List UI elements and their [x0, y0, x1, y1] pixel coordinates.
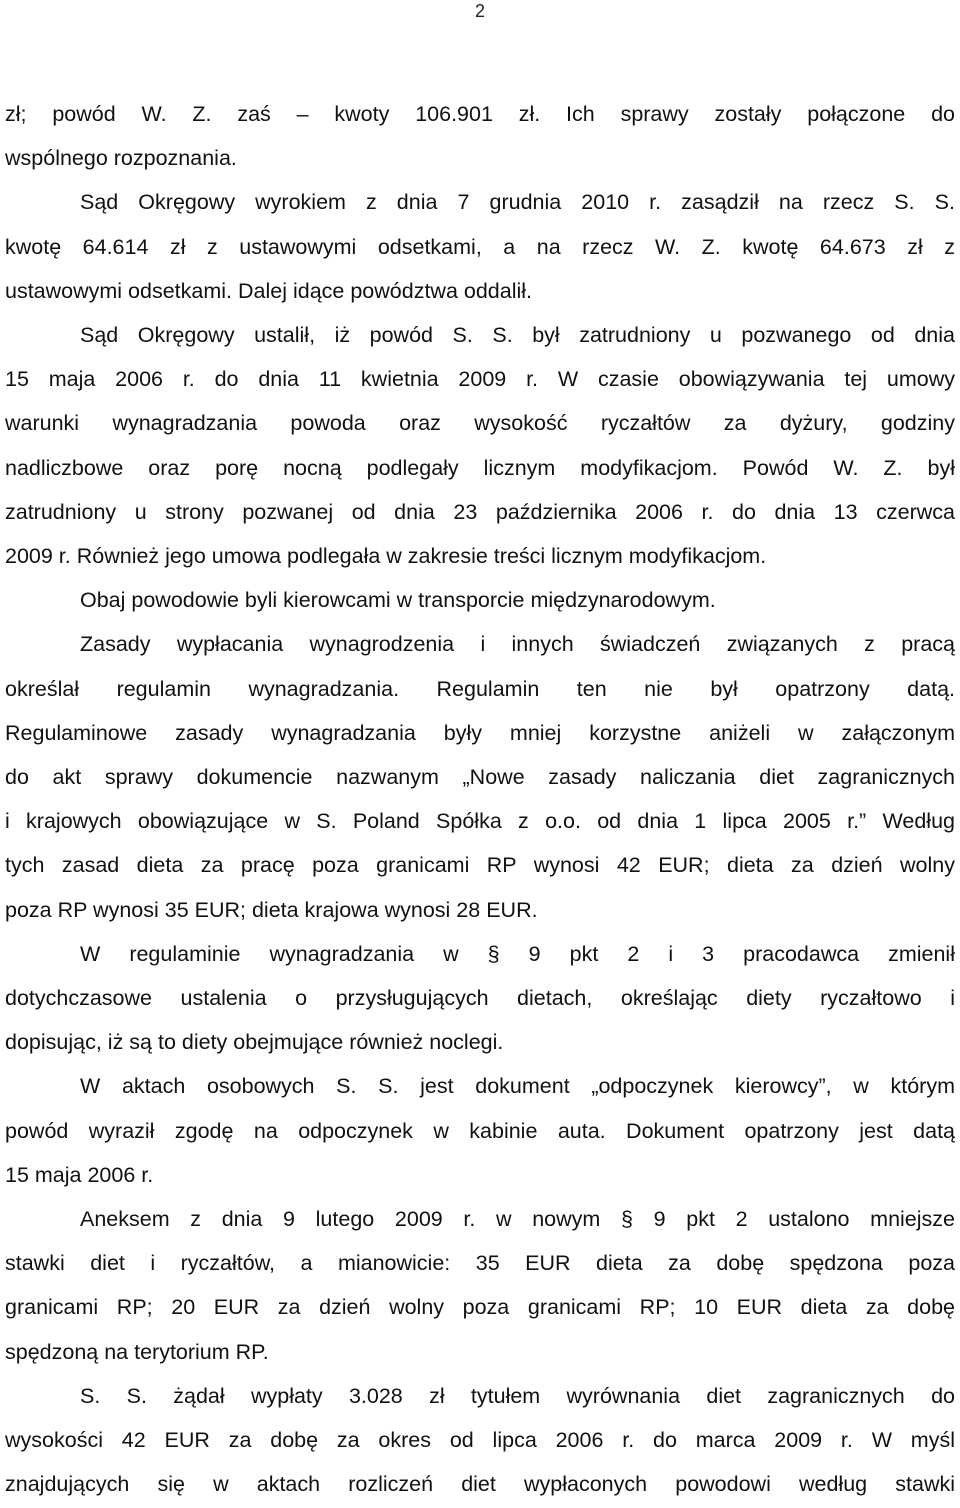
text-line: Aneksem z dnia 9 lutego 2009 r. w nowym § 9 pkt 2 ustalono mniejsze — [80, 1207, 955, 1232]
paragraph-regulation-change — [5, 932, 955, 1065]
text-line: kwotę 64.614 zł z ustawowymi odsetkami, a na rzecz W. Z. kwotę 64.673 zł z — [5, 234, 955, 259]
text-line: 2009 r. Również jego umowa podlegała w zakresie treści licznym modyfikacjom. — [5, 544, 767, 569]
text-line: dotychczasowe ustalenia o przysługujących dietach, określając diety ryczałtowo i — [5, 986, 955, 1011]
text-line: Obaj powodowie byli kierowcami w transporcie międzynarodowym. — [80, 588, 716, 613]
text-line: powód wyraził zgodę na odpoczynek w kabinie auta. Dokument opatrzony jest datą — [5, 1118, 955, 1143]
text-line: W aktach osobowych S. S. jest dokument „odpoczynek kierowcy”, w którym — [80, 1074, 955, 1099]
paragraph-employment-facts — [5, 313, 955, 578]
text-line: nadliczbowe oraz porę nocną podlegały licznym modyfikacjom. Powód W. Z. był — [5, 455, 955, 480]
text-line: tych zasad dieta za pracę poza granicami RP wynosi 42 EUR; dieta za dzień wolny — [5, 853, 955, 878]
text-line: W regulaminie wynagradzania w § 9 pkt 2 i 3 pracodawca zmienił — [80, 941, 955, 966]
text-line: zł; powód W. Z. zaś – kwoty 106.901 zł. Ich sprawy zostały połączone do — [5, 102, 955, 126]
text-line: do akt sprawy dokumencie nazwanym „Nowe zasady naliczania diet zagranicznych — [5, 765, 955, 790]
text-line: zatrudniony u strony pozwanej od dnia 23 października 2006 r. do dnia 13 czerwca — [5, 499, 955, 524]
text-line: poza RP wynosi 35 EUR; dieta krajowa wynosi 28 EUR. — [5, 897, 538, 922]
paragraph-personnel-files — [5, 1064, 955, 1197]
text-line: spędzoną na terytorium RP. — [5, 1339, 269, 1364]
text-line: warunki wynagradzania powoda oraz wysokość ryczałtów za dyżury, godziny — [5, 411, 955, 436]
text-line: wysokości 42 EUR za dobę za okres od lipca 2006 r. do marca 2009 r. W myśl — [5, 1428, 955, 1453]
text-line: Sąd Okręgowy wyrokiem z dnia 7 grudnia 2010 r. zasądził na rzecz S. S. — [80, 190, 955, 215]
text-line: granicami RP; 20 EUR za dzień wolny poza granicami RP; 10 EUR dieta za dobę — [5, 1295, 955, 1320]
text-line: Sąd Okręgowy ustalił, iż powód S. S. był zatrudniony u pozwanego od dnia — [80, 323, 955, 348]
text-line: i krajowych obowiązujące w S. Poland Spółka z o.o. od dnia 1 lipca 2005 r.” Według — [5, 809, 955, 834]
text-line: określał regulamin wynagradzania. Regulamin ten nie był opatrzony datą. — [5, 676, 955, 701]
text-line: znajdujących się w aktach rozliczeń diet wypłaconych powodowi według stawki — [5, 1472, 955, 1497]
paragraph-drivers — [5, 578, 955, 622]
text-line: Zasady wypłacania wynagrodzenia i innych świadczeń związanych z pracą — [80, 632, 955, 657]
paragraph-claim-amount — [5, 1374, 955, 1507]
paragraph-claims-continued — [5, 92, 955, 180]
page-number: 2 — [474, 1, 485, 21]
text-line: 15 maja 2006 r. do dnia 11 kwietnia 2009 r. W czasie obowiązywania tej umowy — [5, 367, 955, 392]
paragraph-pay-rules — [5, 622, 955, 931]
paragraph-judgment — [5, 180, 955, 313]
text-line: S. S. żądał wypłaty 3.028 zł tytułem wyrównania diet zagranicznych do — [80, 1383, 955, 1408]
text-line: stawki diet i ryczałtów, a mianowicie: 35 EUR dieta za dobę spędzona poza — [5, 1251, 955, 1276]
document-body — [5, 92, 955, 1507]
text-line: Regulaminowe zasady wynagradzania były mniej korzystne aniżeli w załączonym — [5, 720, 955, 745]
text-line: wspólnego rozpoznania. — [5, 146, 237, 171]
text-line: 15 maja 2006 r. — [5, 1162, 154, 1187]
text-line: ustawowymi odsetkami. Dalej idące powództwa oddalił. — [5, 278, 533, 303]
paragraph-annex — [5, 1197, 955, 1374]
text-line: dopisując, iż są to diety obejmujące również noclegi. — [5, 1030, 504, 1055]
